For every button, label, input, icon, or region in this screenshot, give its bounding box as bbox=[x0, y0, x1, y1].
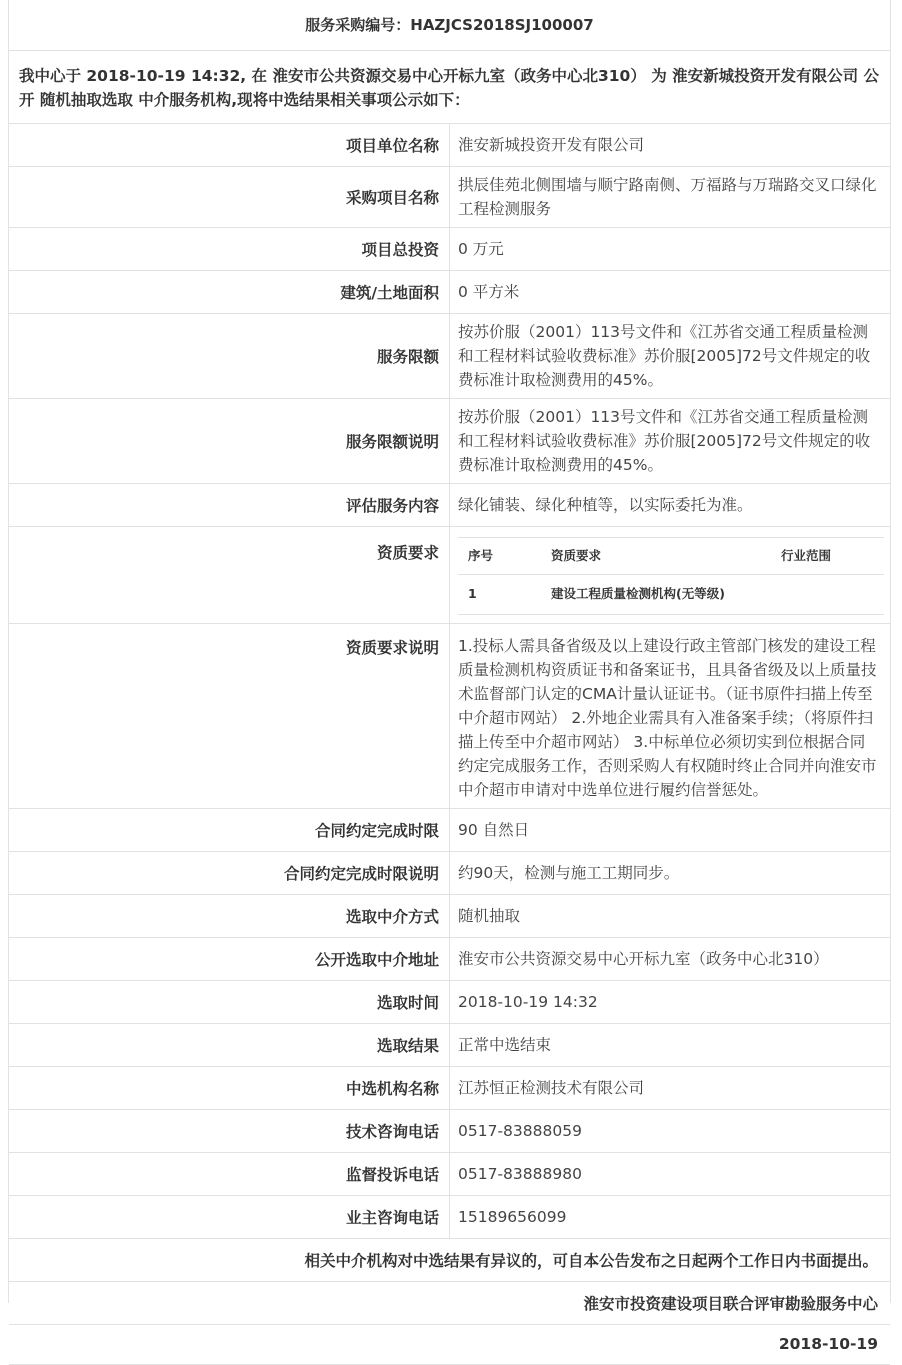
qualification-table bbox=[458, 537, 884, 615]
row-value-selection-result: 正常中选结束 bbox=[450, 1023, 891, 1066]
row-value-investment: 0 万元 bbox=[450, 227, 891, 270]
row-label-selection-method: 选取中介方式 bbox=[9, 894, 450, 937]
procurement-code bbox=[9, 0, 890, 50]
qualification-no: 1 bbox=[458, 574, 550, 614]
row-value-project: 拱辰佳苑北侧围墙与顺宁路南侧、万福路与万瑞路交叉口绿化工程检测服务 bbox=[450, 166, 891, 227]
row-label-service-limit: 服务限额 bbox=[9, 313, 450, 398]
objection-notice: 相关中介机构对中选结果有异议的，可自本公告发布之日起两个工作日内书面提出。 bbox=[9, 1238, 890, 1281]
row-label-selected-agency: 中选机构名称 bbox=[9, 1066, 450, 1109]
row-value-selection-time: 2018-10-19 14:32 bbox=[450, 980, 891, 1023]
row-value-selection-method: 随机抽取 bbox=[450, 894, 891, 937]
row-label-tech-phone: 技术咨询电话 bbox=[9, 1109, 450, 1152]
row-label-service-content: 评估服务内容 bbox=[9, 483, 450, 526]
qualification-header-row bbox=[458, 537, 884, 574]
intro-text: 我中心于 2018-10-19 14:32, 在 淮安市公共资源交易中心开标九室（政务中心北310） 为 淮安新城投资开发有限公司 公开 随机抽取选取 中介服务机构,现将中选结果相关事项公示如下： bbox=[9, 50, 890, 123]
row-label-selection-address: 公开选取中介地址 bbox=[9, 937, 450, 980]
row-value-area: 0 平方米 bbox=[450, 270, 891, 313]
row-value-owner-phone: 15189656099 bbox=[450, 1195, 891, 1238]
row-label-deadline: 合同约定完成时限 bbox=[9, 808, 450, 851]
row-label-area: 建筑/土地面积 bbox=[9, 270, 450, 313]
row-label-project: 采购项目名称 bbox=[9, 166, 450, 227]
qualification-req: 建设工程质量检测机构(无等级) bbox=[550, 574, 780, 614]
qualification-col-req: 资质要求 bbox=[550, 537, 780, 574]
row-value-service-content: 绿化铺装、绿化种植等，以实际委托为准。 bbox=[450, 483, 891, 526]
announcement-panel bbox=[8, 0, 891, 1353]
qualification-col-scope: 行业范围 bbox=[780, 537, 884, 574]
row-value-deadline: 90 自然日 bbox=[450, 808, 891, 851]
row-label-investment: 项目总投资 bbox=[9, 227, 450, 270]
procurement-code-value: HAZJCS2018SJ100007 bbox=[410, 16, 594, 35]
row-value-deadline-note: 约90天，检测与施工工期同步。 bbox=[450, 851, 891, 894]
row-value-selected-agency: 江苏恒正检测技术有限公司 bbox=[450, 1066, 891, 1109]
row-label-selection-result: 选取结果 bbox=[9, 1023, 450, 1066]
row-value-tech-phone: 0517-83888059 bbox=[450, 1109, 891, 1152]
row-label-deadline-note: 合同约定完成时限说明 bbox=[9, 851, 450, 894]
qualification-col-no: 序号 bbox=[458, 537, 550, 574]
qualification-row bbox=[458, 574, 884, 614]
procurement-code-label: 服务采购编号： bbox=[305, 16, 411, 35]
row-value-qualification-note: 1.投标人需具备省级及以上建设行政主管部门核发的建设工程质量检测机构资质证书和备案证书，且具备省级及以上质量技术监督部门认定的CMA计量认证证书。（证书原件扫描上传至中介超市网站） 2.外地企业需具有入准备案手续；（将原件扫描上传至中介超市网站） 3.中标单位必须切实到位根据合同约定完成服务工作，否则采购人有权随时终止合同并向淮安市中介超市申请对中选单位进行履约信誉惩处。 bbox=[450, 623, 891, 808]
row-label-complaint-phone: 监督投诉电话 bbox=[9, 1152, 450, 1195]
row-label-owner-phone: 业主咨询电话 bbox=[9, 1195, 450, 1238]
qualification-scope bbox=[780, 574, 884, 614]
row-value-service-limit: 按苏价服（2001）113号文件和《江苏省交通工程质量检测和工程材料试验收费标准》苏价服[2005]72号文件规定的收费标准计取检测费用的45%。 bbox=[450, 313, 891, 398]
row-label-unit: 项目单位名称 bbox=[9, 123, 450, 166]
row-label-selection-time: 选取时间 bbox=[9, 980, 450, 1023]
issuing-organization: 淮安市投资建设项目联合评审勘验服务中心 bbox=[9, 1281, 890, 1324]
row-value-service-limit-note: 按苏价服（2001）113号文件和《江苏省交通工程质量检测和工程材料试验收费标准》苏价服[2005]72号文件规定的收费标准计取检测费用的45%。 bbox=[450, 398, 891, 483]
publish-date: 2018-10-19 bbox=[9, 1324, 890, 1364]
announcement-table bbox=[9, 0, 890, 1365]
row-label-qualification-note: 资质要求说明 bbox=[9, 623, 450, 808]
row-label-qualification: 资质要求 bbox=[9, 526, 450, 623]
row-value-qualification bbox=[450, 526, 891, 623]
row-value-selection-address: 淮安市公共资源交易中心开标九室（政务中心北310） bbox=[450, 937, 891, 980]
row-value-unit: 淮安新城投资开发有限公司 bbox=[450, 123, 891, 166]
row-value-complaint-phone: 0517-83888980 bbox=[450, 1152, 891, 1195]
row-label-service-limit-note: 服务限额说明 bbox=[9, 398, 450, 483]
